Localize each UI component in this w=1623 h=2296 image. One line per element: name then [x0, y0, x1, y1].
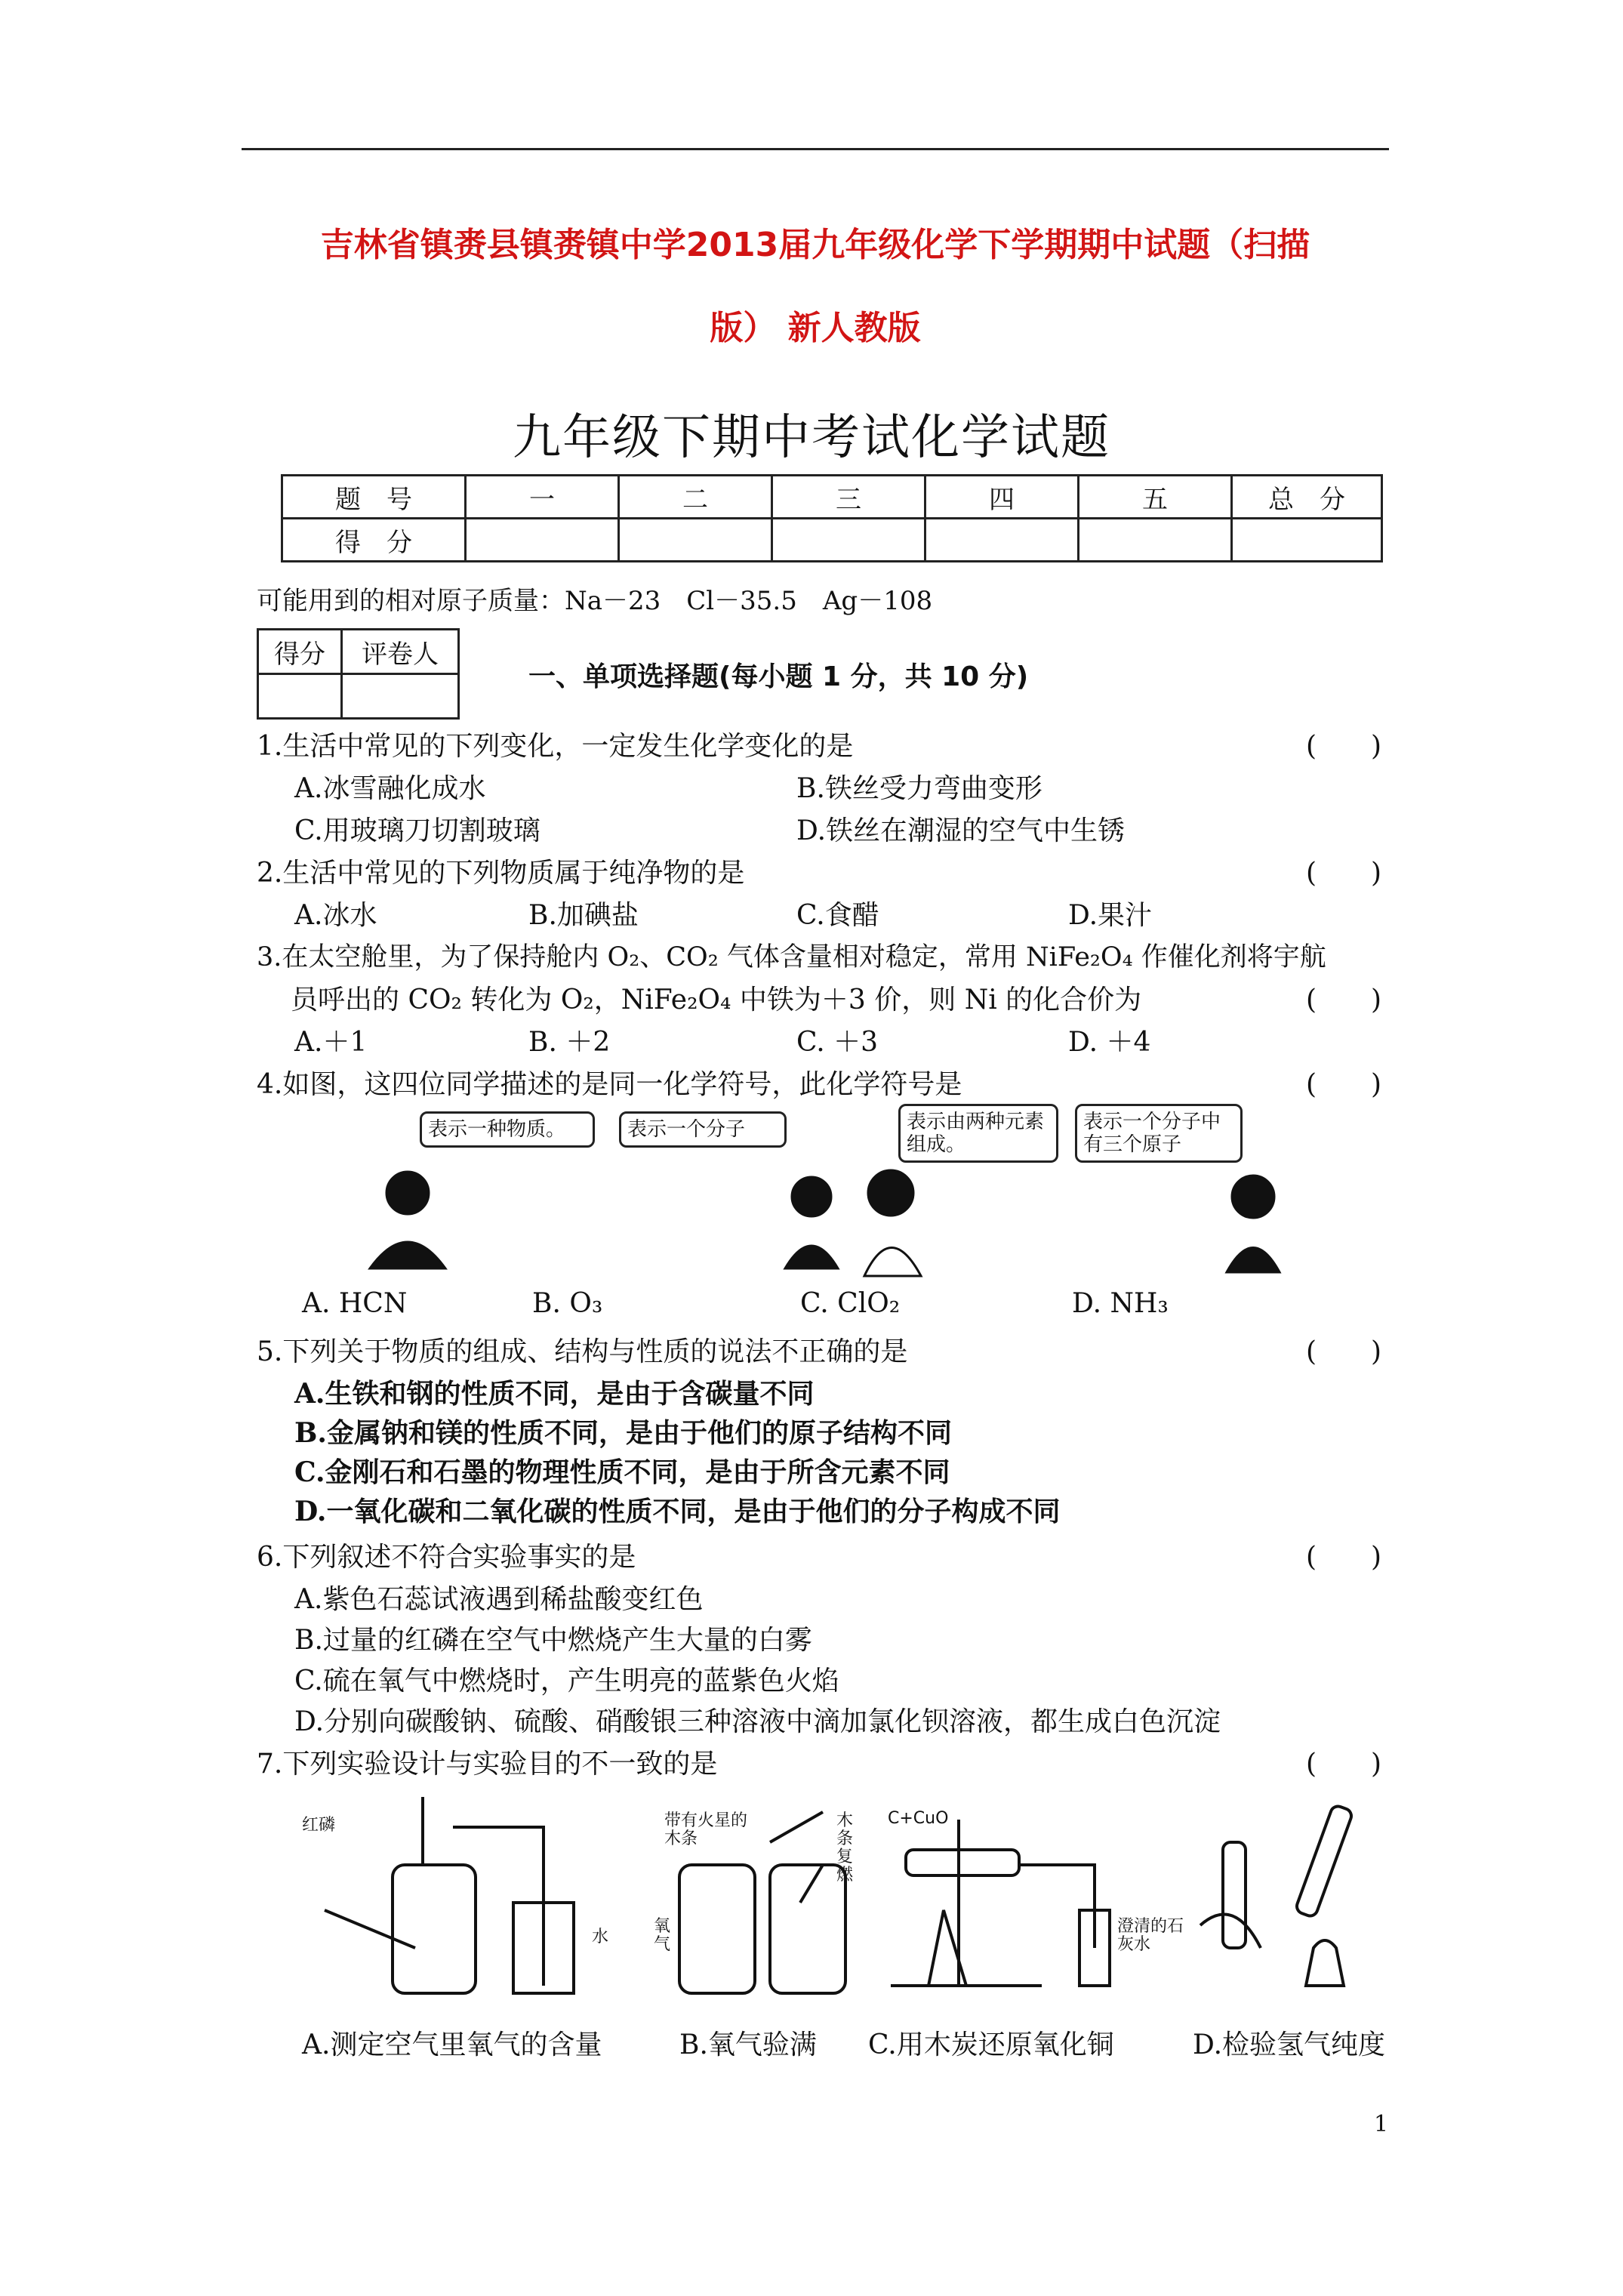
q7-label-water: 水 [592, 1928, 609, 1946]
q4-answer-paren: ( ) [1306, 1069, 1382, 1100]
q3-answer-paren: ( ) [1306, 985, 1382, 1015]
q6-option-a: A.紫色石蕊试液遇到稀盐酸变红色 [294, 1584, 704, 1615]
q3-option-c: C. ＋3 [796, 1027, 879, 1058]
q1-stem: 1.生活中常见的下列变化，一定发生化学变化的是 [257, 731, 854, 762]
q7-answer-paren: ( ) [1306, 1749, 1382, 1780]
q7-option-c: C.用木炭还原氧化铜 [868, 2029, 1114, 2060]
q7-label-reactants: C+CuO [888, 1809, 949, 1828]
q3-option-a: A.＋1 [294, 1027, 368, 1058]
q3-stem-line1: 3.在太空舱里，为了保持舱内 O₂、CO₂ 气体含量相对稳定，常用 NiFe₂O₄ 作催化剂将宇航 [257, 942, 1326, 972]
grader-score-label: 得分 [258, 630, 342, 674]
student-4-figure [1227, 1176, 1280, 1272]
q2-option-d: D.果汁 [1068, 900, 1153, 931]
q1-option-d: D.铁丝在潮湿的空气中生锈 [796, 815, 1126, 846]
q1-option-c: C.用玻璃刀切割玻璃 [294, 815, 540, 846]
student-2-figure [785, 1177, 838, 1268]
student-1-figure [370, 1172, 445, 1268]
score-cell-2: 二 [619, 476, 772, 519]
score-cell-1: 一 [466, 476, 619, 519]
q4-students-illustration [257, 1163, 1313, 1284]
q1-answer-paren: ( ) [1306, 731, 1382, 762]
q4-option-d: D. NH₃ [1072, 1288, 1169, 1319]
q2-option-b: B.加碘盐 [528, 900, 639, 931]
q3-stem-line2: 员呼出的 CO₂ 转化为 O₂，NiFe₂O₄ 中铁为＋3 价，则 Ni 的化合价为 [291, 985, 1142, 1015]
q6-stem: 6.下列叙述不符合实验事实的是 [257, 1542, 636, 1573]
q7-option-a: A.测定空气里氧气的含量 [302, 2029, 602, 2060]
q2-answer-paren: ( ) [1306, 858, 1382, 889]
score-cell-4: 四 [925, 476, 1079, 519]
q2-option-c: C.食醋 [796, 900, 879, 931]
q7-label-red-phosphorus: 红磷 [302, 1816, 336, 1835]
score-blank [925, 519, 1079, 562]
q7-option-d: D.检验氢气纯度 [1193, 2029, 1386, 2060]
q2-stem: 2.生活中常见的下列物质属于纯净物的是 [257, 858, 745, 889]
q4-option-a: A. HCN [302, 1288, 408, 1319]
q6-option-c: C.硫在氧气中燃烧时，产生明亮的蓝紫色火焰 [294, 1666, 839, 1697]
q4-option-c: C. ClO₂ [800, 1288, 901, 1319]
q6-answer-paren: ( ) [1306, 1542, 1382, 1573]
q2-option-a: A.冰水 [294, 900, 377, 931]
apparatus-d-figure [1200, 1804, 1354, 1986]
header-rule [242, 148, 1389, 150]
q7-option-b: B.氧气验满 [679, 2029, 817, 2060]
q5-option-a: A.生铁和钢的性质不同，是由于含碳量不同 [294, 1378, 815, 1410]
q5-option-b: B.金属钠和镁的性质不同，是由于他们的原子结构不同 [294, 1417, 952, 1449]
q7-stem: 7.下列实验设计与实验目的不一致的是 [257, 1749, 718, 1780]
score-table-header-row [282, 476, 1382, 519]
q4-speech-bubble-4: 表示一个分子中有三个原子 [1075, 1104, 1243, 1163]
apparatus-a-figure [325, 1797, 574, 1993]
q7-label-oxygen: 氧气 [654, 1917, 671, 1954]
score-table [281, 474, 1383, 562]
q5-stem: 5.下列关于物质的组成、结构与性质的说法不正确的是 [257, 1336, 908, 1367]
q6-option-b: B.过量的红磷在空气中燃烧产生大量的白雾 [294, 1625, 812, 1656]
score-blank [772, 519, 925, 562]
page-number: 1 [1374, 2111, 1389, 2137]
q7-label-limewater: 澄清的石灰水 [1117, 1917, 1184, 1954]
q3-option-b: B. ＋2 [528, 1027, 611, 1058]
q4-speech-bubble-1: 表示一种物质。 [420, 1111, 595, 1148]
document-title-line1: 吉林省镇赉县镇赉镇中学2013届九年级化学下学期期中试题（扫描 [320, 226, 1310, 264]
atomic-masses: 可能用到的相对原子质量：Na－23 Cl－35.5 Ag－108 [257, 586, 933, 616]
grader-box [257, 628, 460, 720]
q4-option-b: B. O₃ [532, 1288, 603, 1319]
score-blank [619, 519, 772, 562]
apparatus-c-figure [891, 1820, 1110, 1986]
section1-title: 一、单项选择题(每小题 1 分，共 10 分) [528, 661, 1029, 692]
score-cell-label: 题 号 [282, 476, 466, 519]
q5-option-c: C.金刚石和石墨的物理性质不同，是由于所含元素不同 [294, 1456, 950, 1488]
q3-option-d: D. ＋4 [1068, 1027, 1151, 1058]
q7-apparatus-illustrations [302, 1797, 1419, 2008]
score-cell-total: 总 分 [1232, 476, 1382, 519]
q4-stem: 4.如图，这四位同学描述的是同一化学符号，此化学符号是 [257, 1069, 962, 1100]
score-blank [1232, 519, 1382, 562]
q7-label-relight: 木条复燃 [836, 1811, 854, 1885]
grader-blank [258, 674, 342, 719]
q5-answer-paren: ( ) [1306, 1336, 1382, 1367]
q4-speech-bubble-2: 表示一个分子 [619, 1111, 787, 1148]
score-cell-5: 五 [1079, 476, 1232, 519]
score-blank [466, 519, 619, 562]
q1-option-a: A.冰雪融化成水 [294, 773, 486, 804]
score-blank [1079, 519, 1232, 562]
document-title-line2: 版） 新人教版 [710, 309, 921, 347]
grader-name-label: 评卷人 [342, 630, 459, 674]
q5-option-d: D.一氧化碳和二氧化碳的性质不同，是由于他们的分子构成不同 [294, 1496, 1061, 1527]
grader-blank [342, 674, 459, 719]
q7-label-ember: 带有火星的木条 [664, 1811, 748, 1848]
exam-title: 九年级下期中考试化学试题 [513, 410, 1110, 466]
score-row-label: 得 分 [282, 519, 466, 562]
q1-option-b: B.铁丝受力弯曲变形 [796, 773, 1042, 804]
q4-speech-bubble-3: 表示由两种元素组成。 [898, 1104, 1058, 1163]
score-cell-3: 三 [772, 476, 925, 519]
q6-option-d: D.分别向碳酸钠、硫酸、硝酸银三种溶液中滴加氯化钡溶液，都生成白色沉淀 [294, 1706, 1221, 1737]
score-table-score-row [282, 519, 1382, 562]
student-3-figure [864, 1170, 921, 1276]
